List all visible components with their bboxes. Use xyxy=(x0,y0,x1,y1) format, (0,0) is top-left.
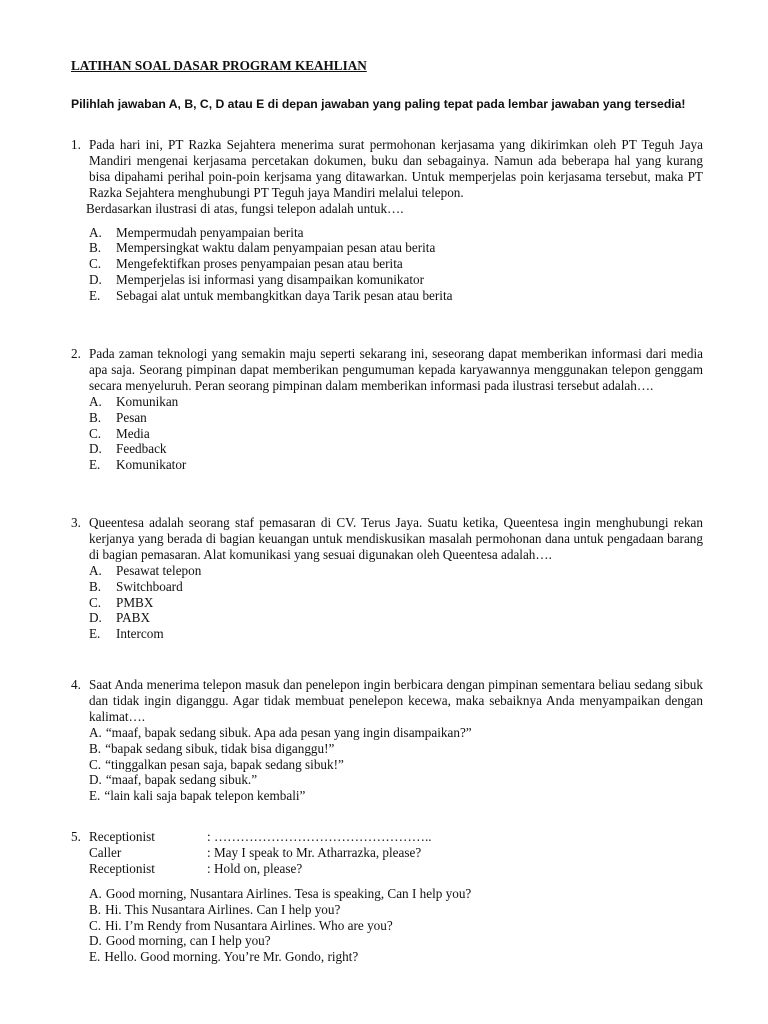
option-b[interactable] xyxy=(89,410,703,426)
dialogue-line xyxy=(89,861,703,877)
option-b[interactable] xyxy=(89,579,703,595)
option-text: “bapak sedang sibuk, tidak bisa diganggu!” xyxy=(105,740,335,756)
dialogue-text: : May I speak to Mr. Atharrazka, please? xyxy=(207,844,422,860)
option-text: Good morning, Nusantara Airlines. Tesa is speaking, Can I help you? xyxy=(105,885,472,901)
option-text: Pesan xyxy=(116,409,147,425)
option-c[interactable] xyxy=(89,256,703,272)
option-text: “lain kali saja bapak telepon kembali” xyxy=(104,788,306,804)
dialogue xyxy=(89,829,703,877)
question-2 xyxy=(71,346,703,473)
option-text: Komunikan xyxy=(116,393,179,409)
option-text: Good morning, can I help you? xyxy=(105,933,271,949)
page-title: LATIHAN SOAL DASAR PROGRAM KEAHLIAN xyxy=(71,58,367,73)
option-letter: D. xyxy=(89,772,102,788)
option-letter: C. xyxy=(89,256,102,272)
instruction-text: Pilihlah jawaban A, B, C, D atau E di depan jawaban yang paling tepat pada lembar jawaban yang tersedia! xyxy=(71,97,686,111)
option-list xyxy=(89,563,703,643)
option-a[interactable] xyxy=(89,225,703,241)
option-b[interactable] xyxy=(89,902,703,918)
option-letter: A. xyxy=(89,224,102,240)
option-d[interactable] xyxy=(89,272,703,288)
option-c[interactable] xyxy=(89,757,703,773)
option-text: Komunikator xyxy=(116,457,187,473)
question-text: Queentesa adalah seorang staf pemasaran di CV. Terus Jaya. Suatu ketika, Queentesa ingin menghubungi rekan kerjanya yang berada di bagian keuangan untuk mendiskusikan masalah permohonan dana untuk pengadaan barang di bagian pemasaran. Alat komunikasi yang sesuai digunakan oleh Queentesa adalah…. xyxy=(89,515,703,562)
option-a[interactable] xyxy=(89,563,703,579)
option-d[interactable] xyxy=(89,610,703,626)
option-text: Media xyxy=(116,425,150,441)
dialogue-speaker: Receptionist xyxy=(89,860,155,876)
question-text: Pada zaman teknologi yang semakin maju seperti sekarang ini, seseorang dapat memberikan informasi dari media apa saja. Seorang pimpinan dapat memberikan pengumuman kepada karyawannya menggunakan telepon genggam secara menyeluruh. Peran seorang pimpinan dalam memberikan informasi pada ilustrasi tersebut adalah…. xyxy=(89,346,703,393)
dialogue-text: : Hold on, please? xyxy=(207,860,303,876)
option-e[interactable] xyxy=(89,457,703,473)
option-text: Mengefektifkan proses penyampaian pesan atau berita xyxy=(116,256,403,272)
option-letter: C. xyxy=(89,917,102,933)
option-letter: C. xyxy=(89,594,102,610)
option-e[interactable] xyxy=(89,288,703,304)
option-d[interactable] xyxy=(89,441,703,457)
option-letter: C. xyxy=(89,425,102,441)
option-letter: A. xyxy=(89,885,102,901)
question-3 xyxy=(71,515,703,642)
dialogue-speaker: Receptionist xyxy=(89,829,155,844)
option-text: PABX xyxy=(116,610,150,626)
option-letter: B. xyxy=(89,901,102,917)
option-letter: B. xyxy=(89,409,102,425)
question-5 xyxy=(71,829,703,965)
option-a[interactable] xyxy=(89,886,703,902)
option-a[interactable] xyxy=(89,394,703,410)
question-text: Pada hari ini, PT Razka Sejahtera menerima surat permohonan kerjasama yang dikirimkan oleh PT Teguh Jaya Mandiri mengenai kerjasama percetakan dokumen, buku dan sebagainya. Namun ada beberapa hal yang kurang bisa dipahami perihal poin-poin kerjsama yang ditawarkan. Untuk memperjelas poin kerjasama tersebut, maka PT Razka Sejahtera menghubungi PT Teguh jaya Mandiri melalui telepon. xyxy=(89,137,703,200)
option-letter: A. xyxy=(89,562,102,578)
question-number: 1. xyxy=(71,137,81,152)
dialogue-speaker: Caller xyxy=(89,844,122,860)
option-e[interactable] xyxy=(89,949,703,965)
option-d[interactable] xyxy=(89,933,703,949)
option-text: Intercom xyxy=(116,626,164,642)
dialogue-line xyxy=(89,845,703,861)
option-letter: A. xyxy=(89,393,102,409)
option-text: Sebagai alat untuk membangkitkan daya Tarik pesan atau berita xyxy=(116,288,453,304)
option-letter: D. xyxy=(89,610,102,626)
option-b[interactable] xyxy=(89,240,703,256)
option-text: Pesawat telepon xyxy=(116,562,202,578)
dialogue-line xyxy=(89,829,703,845)
option-text: Mempersingkat waktu dalam penyampaian pesan atau berita xyxy=(116,240,436,256)
option-text: Memperjelas isi informasi yang disampaikan komunikator xyxy=(116,272,425,288)
question-number: 2. xyxy=(71,346,81,361)
option-text: “maaf, bapak sedang sibuk.” xyxy=(105,772,258,788)
option-letter: E. xyxy=(89,626,101,642)
option-e[interactable] xyxy=(89,626,703,642)
option-text: PMBX xyxy=(116,594,154,610)
option-letter: E. xyxy=(89,788,101,804)
option-c[interactable] xyxy=(89,426,703,442)
question-4 xyxy=(71,677,703,804)
option-a[interactable] xyxy=(89,725,703,741)
option-text: Mempermudah penyampaian berita xyxy=(116,224,304,240)
question-number: 5. xyxy=(71,829,81,844)
option-letter: E. xyxy=(89,949,101,965)
option-letter: D. xyxy=(89,272,102,288)
option-text: Hello. Good morning. You’re Mr. Gondo, right? xyxy=(104,949,359,965)
option-letter: B. xyxy=(89,740,102,756)
option-b[interactable] xyxy=(89,741,703,757)
option-text: Hi. This Nusantara Airlines. Can I help you? xyxy=(105,901,341,917)
option-letter: C. xyxy=(89,756,102,772)
option-list xyxy=(89,725,703,805)
option-letter: A. xyxy=(89,724,102,740)
option-letter: B. xyxy=(89,578,102,594)
option-e[interactable] xyxy=(89,788,703,804)
question-number: 4. xyxy=(71,677,81,692)
option-list xyxy=(89,394,703,474)
option-text: “maaf, bapak sedang sibuk. Apa ada pesan yang ingin disampaikan?” xyxy=(105,724,472,740)
question-text: Saat Anda menerima telepon masuk dan penelepon ingin berbicara dengan pimpinan sementara beliau sedang sibuk dan tidak ingin diganggu. Agar tidak membuat penelepon kecewa, maka sebaiknya Anda menyampaikan dengan kalimat…. xyxy=(89,677,703,724)
option-list xyxy=(89,225,703,305)
option-text: Feedback xyxy=(116,441,167,457)
option-c[interactable] xyxy=(89,595,703,611)
option-letter: B. xyxy=(89,240,102,256)
question-number: 3. xyxy=(71,515,81,530)
option-letter: E. xyxy=(89,457,101,473)
option-text: “tinggalkan pesan saja, bapak sedang sibuk!” xyxy=(105,756,344,772)
option-d[interactable] xyxy=(89,772,703,788)
option-letter: E. xyxy=(89,288,101,304)
option-letter: D. xyxy=(89,933,102,949)
dialogue-text: : ………………………………………….. xyxy=(207,829,432,844)
option-c[interactable] xyxy=(89,918,703,934)
option-list xyxy=(89,886,703,966)
question-1 xyxy=(71,137,703,304)
question-subtext: Berdasarkan ilustrasi di atas, fungsi telepon adalah untuk…. xyxy=(86,200,404,216)
option-text: Hi. I’m Rendy from Nusantara Airlines. Who are you? xyxy=(105,917,393,933)
option-text: Switchboard xyxy=(116,578,183,594)
option-letter: D. xyxy=(89,441,102,457)
